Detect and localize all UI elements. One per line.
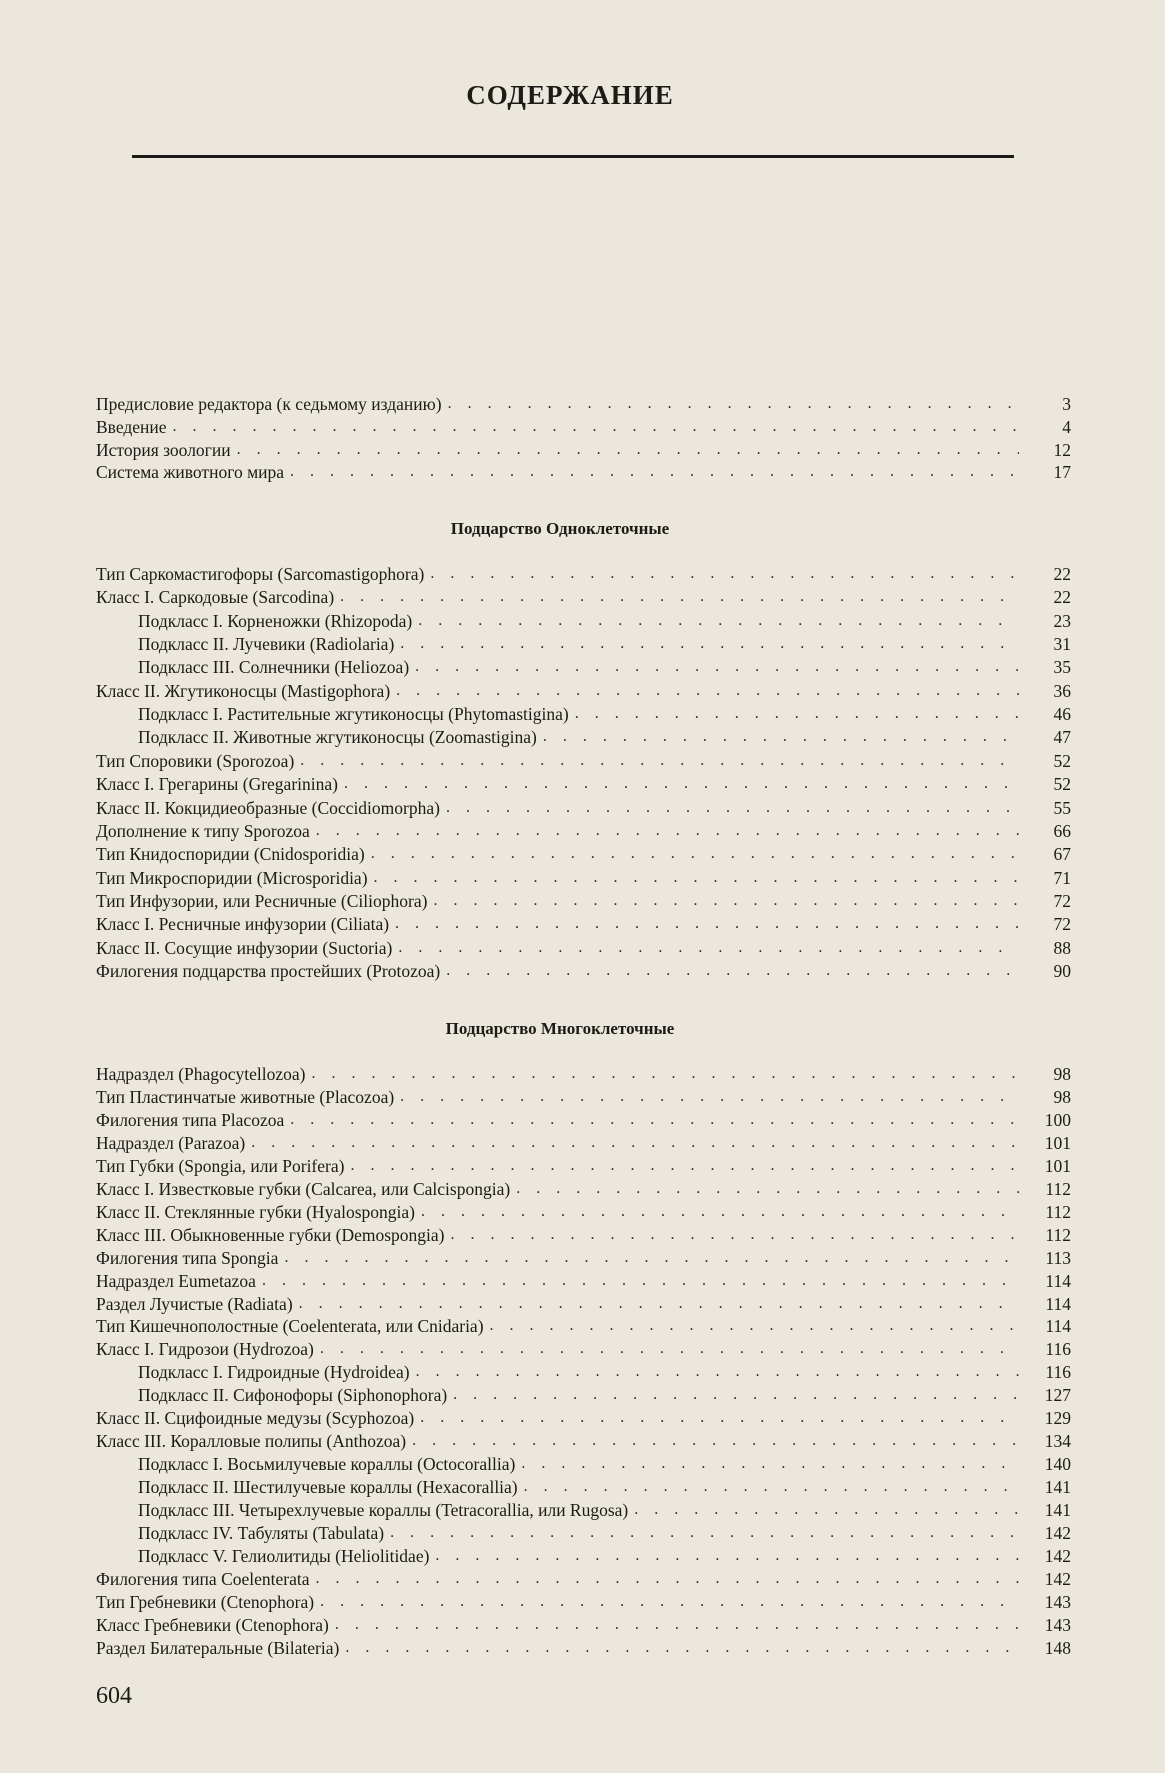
toc-entry [96, 656, 1071, 678]
toc-entry [96, 726, 1071, 748]
toc-entry [96, 890, 1071, 912]
toc-entry [96, 1155, 1071, 1177]
dot-leader [416, 1361, 1019, 1383]
toc-entry-page: 101 [1044, 1132, 1071, 1153]
toc-entry [96, 1453, 1071, 1475]
toc-entry [96, 416, 1071, 438]
toc-entry-page: 67 [1053, 844, 1071, 865]
toc-entry-page: 127 [1044, 1385, 1071, 1406]
toc-entry-page: 72 [1053, 890, 1071, 911]
dot-leader [300, 750, 1019, 772]
toc-entry [96, 703, 1071, 725]
toc-entry-title: Класс II. Жгутиконосцы (Mastigophora) [96, 680, 391, 701]
dot-leader [516, 1178, 1019, 1200]
toc-entry-page: 71 [1053, 867, 1071, 888]
toc-entry-page: 116 [1045, 1362, 1071, 1383]
toc-entry-title: Подкласс IV. Табуляты (Tabulata) [138, 1523, 385, 1543]
toc-entry-page: 116 [1045, 1339, 1071, 1360]
toc-entry [96, 773, 1071, 795]
toc-entry-title: Класс III. Коралловые полипы (Anthozoa) [96, 1431, 407, 1452]
dot-leader [345, 1637, 1019, 1659]
toc-entry-title: Предисловие редактора (к седьмому изданию) [96, 394, 442, 414]
dot-leader [173, 416, 1019, 438]
toc-entry-title: Класс I. Саркодовые (Sarcodina) [96, 587, 335, 608]
dot-leader [320, 1591, 1019, 1613]
toc-entry-page: 141 [1044, 1500, 1071, 1521]
toc-entry-title: Тип Микроспоридии (Microsporidia) [96, 867, 368, 888]
dot-leader [430, 563, 1019, 585]
toc-entry [96, 1293, 1071, 1315]
toc-entry-page: 31 [1053, 634, 1071, 655]
dot-leader [446, 960, 1019, 982]
toc-entry [96, 750, 1071, 772]
dot-leader [395, 913, 1019, 935]
toc-entry-title: Раздел Лучистые (Radiata) [96, 1293, 293, 1314]
section-heading-multicellular: Подцарство Многоклеточные [445, 1019, 675, 1038]
dot-leader [340, 586, 1019, 608]
dot-leader [446, 797, 1019, 819]
dot-leader [418, 610, 1019, 632]
toc-entry-title: Класс II. Стеклянные губки (Hyalospongia) [96, 1201, 415, 1222]
toc-entry-page: 46 [1053, 704, 1071, 725]
dot-leader [350, 1155, 1019, 1177]
toc-entry [96, 1637, 1071, 1659]
dot-leader [415, 656, 1019, 678]
toc-entry-title: Надраздел Eumetazoa [96, 1270, 256, 1291]
toc-entry-title: Тип Гребневики (Ctenophora) [96, 1591, 315, 1612]
toc-entry-title: Филогения подцарства простейших (Protozoa) [96, 960, 441, 981]
toc-entry [96, 937, 1071, 959]
toc-entry-title: Класс I. Гидрозои (Hydrozoa) [96, 1339, 314, 1360]
toc-entry-page: 22 [1053, 587, 1071, 608]
toc-entry-page: 98 [1053, 1086, 1071, 1107]
toc-entry [96, 586, 1071, 608]
dot-leader [390, 1522, 1019, 1544]
toc-entry [96, 633, 1071, 655]
toc-entry [96, 1568, 1071, 1590]
toc-entry [96, 1247, 1071, 1269]
toc-entry-title: Тип Кишечнополостные (Coelenterata, или Cnidaria) [96, 1316, 484, 1337]
toc-entry-title: Подкласс I. Растительные жгутиконосцы (Phytomastigina) [138, 704, 569, 725]
toc-entry-page: 3 [1062, 394, 1071, 414]
toc-entry-page: 142 [1044, 1545, 1071, 1566]
dot-leader [290, 461, 1019, 483]
toc-entry [96, 680, 1071, 702]
dot-leader [290, 1109, 1019, 1131]
title-rule [132, 155, 1014, 158]
toc-entry-title: Подкласс I. Восьмилучевые кораллы (Octocorallia) [138, 1454, 516, 1475]
toc-entry-title: Тип Инфузории, или Ресничные (Ciliophora) [96, 890, 428, 911]
dot-leader [400, 1086, 1019, 1108]
toc-entry [96, 439, 1071, 461]
toc-entry-title: Тип Саркомастигофоры (Sarcomastigophora) [96, 564, 425, 584]
toc-entry-title: Подкласс II. Шестилучевые кораллы (Hexacorallia) [138, 1477, 518, 1498]
dot-leader [634, 1499, 1019, 1521]
toc-entry-title: Тип Споровики (Sporozoa) [96, 750, 295, 771]
toc-entry [96, 1086, 1071, 1108]
toc-entry-title: Тип Губки (Spongia, или Porifera) [96, 1155, 345, 1176]
toc-entry-page: 114 [1045, 1270, 1071, 1291]
dot-leader [320, 1338, 1019, 1360]
toc-entry [96, 1315, 1071, 1337]
toc-entry-page: 100 [1044, 1109, 1071, 1130]
toc-entry-page: 134 [1044, 1431, 1071, 1452]
toc-entry-title: Подкласс II. Сифонофоры (Siphonophora) [138, 1385, 448, 1406]
toc-entry-title: Подкласс II. Животные жгутиконосцы (Zoomastigina) [138, 727, 537, 748]
toc-entry-page: 114 [1045, 1316, 1071, 1337]
dot-leader [374, 867, 1019, 889]
dot-leader [543, 726, 1019, 748]
toc-entry-page: 148 [1044, 1637, 1071, 1658]
dot-leader [262, 1270, 1019, 1292]
toc-entry [96, 1430, 1071, 1452]
toc-entry-title: Филогения типа Placozoa [96, 1109, 285, 1130]
toc-entry-title: Подкласс III. Четырехлучевые кораллы (Tetracorallia, или Rugosa) [138, 1500, 629, 1521]
toc-entry-page: 143 [1044, 1591, 1071, 1612]
toc-entry-page: 98 [1053, 1064, 1071, 1084]
dot-leader [371, 843, 1019, 865]
toc-entry [96, 1407, 1071, 1429]
toc-entry-page: 47 [1053, 727, 1071, 748]
toc-entry [96, 1384, 1071, 1406]
toc-entry-page: 90 [1053, 960, 1071, 981]
toc-entry-title: Подкласс I. Гидроидные (Hydroidea) [138, 1362, 410, 1383]
toc-entry-page: 12 [1053, 439, 1071, 460]
toc-entry-title: Класс I. Грегарины (Gregarinina) [96, 774, 338, 795]
toc-entry [96, 1178, 1071, 1200]
dot-leader [575, 703, 1019, 725]
dot-leader [316, 1568, 1020, 1590]
toc-entry-title: Надраздел (Phagocytellozoa) [96, 1064, 306, 1084]
dot-leader [412, 1430, 1019, 1452]
toc-entry [96, 1224, 1071, 1246]
toc-entry-title: Система животного мира [96, 462, 285, 483]
toc-entry [96, 393, 1071, 415]
toc-entry-title: Тип Книдоспоридии (Cnidosporidia) [96, 844, 365, 865]
dot-leader [396, 680, 1019, 702]
toc-entry-title: Класс II. Кокцидиеобразные (Coccidiomorpha) [96, 797, 440, 818]
dot-leader [420, 1407, 1019, 1429]
toc-entry [96, 1132, 1071, 1154]
toc-entry-title: Дополнение к типу Sporozoa [96, 820, 310, 841]
toc-entry-page: 17 [1053, 462, 1071, 483]
toc-entry-page: 52 [1053, 750, 1071, 771]
toc-entry-title: Подкласс I. Корненожки (Rhizopoda) [138, 610, 413, 631]
dot-leader [398, 937, 1019, 959]
toc-entry [96, 1545, 1071, 1567]
toc-entry [96, 1499, 1071, 1521]
dot-leader [312, 1063, 1019, 1085]
toc-entry [96, 1270, 1071, 1292]
dot-leader [251, 1132, 1019, 1154]
dot-leader [490, 1315, 1019, 1337]
toc-entry [96, 913, 1071, 935]
dot-leader [448, 393, 1019, 415]
toc-entry-title: Класс Гребневики (Ctenophora) [96, 1614, 329, 1635]
toc-entry-title: Класс I. Известковые губки (Calcarea, или Calcispongia) [96, 1178, 511, 1199]
toc-entry-page: 142 [1044, 1523, 1071, 1543]
dot-leader [284, 1247, 1019, 1269]
toc-entry [96, 1522, 1071, 1544]
toc-entry-page: 112 [1045, 1224, 1071, 1245]
toc-entry [96, 960, 1071, 982]
toc-entry-title: Класс III. Обыкновенные губки (Demospongia) [96, 1224, 445, 1245]
toc-entry-page: 142 [1044, 1568, 1071, 1589]
toc-entry-page: 112 [1045, 1201, 1071, 1222]
toc-entry-page: 101 [1044, 1155, 1071, 1176]
toc-entry [96, 1109, 1071, 1131]
toc-entry-page: 36 [1053, 680, 1071, 701]
toc-entry [96, 797, 1071, 819]
dot-leader [400, 633, 1019, 655]
dot-leader [524, 1476, 1019, 1498]
toc-entry [96, 1361, 1071, 1383]
dot-leader [451, 1224, 1020, 1246]
toc-entry [96, 461, 1071, 483]
toc-entry-page: 141 [1044, 1477, 1071, 1498]
toc-entry-title: Филогения типа Coelenterata [96, 1568, 310, 1589]
toc-entry-page: 114 [1045, 1293, 1071, 1314]
toc-entry [96, 1614, 1071, 1636]
toc-entry-title: Тип Пластинчатые животные (Placozoa) [96, 1086, 395, 1107]
dot-leader [435, 1545, 1019, 1567]
page-title: СОДЕРЖАНИЕ [466, 80, 674, 110]
toc-entry [96, 610, 1071, 632]
page-number: 604 [96, 1683, 132, 1709]
toc-entry [96, 1476, 1071, 1498]
toc-entry [96, 820, 1071, 842]
toc-entry-title: Филогения типа Spongia [96, 1247, 279, 1268]
toc-entry-page: 4 [1062, 416, 1071, 437]
toc-entry-page: 55 [1053, 797, 1071, 818]
toc-entry-title: Класс II. Сосущие инфузории (Suctoria) [96, 937, 393, 958]
toc-entry-title: Подкласс II. Лучевики (Radiolaria) [138, 634, 395, 655]
toc-entry-page: 112 [1045, 1178, 1071, 1199]
dot-leader [521, 1453, 1019, 1475]
toc-entry-title: Введение [96, 416, 167, 437]
dot-leader [433, 890, 1019, 912]
toc-entry-title: Раздел Билатеральные (Bilateria) [96, 1637, 340, 1658]
toc-entry-page: 35 [1053, 657, 1071, 678]
dot-leader [237, 439, 1019, 461]
section-heading-unicellular: Подцарство Одноклеточные [450, 519, 670, 538]
dot-leader [335, 1614, 1019, 1636]
dot-leader [316, 820, 1019, 842]
toc-entry [96, 1591, 1071, 1613]
dot-leader [299, 1293, 1019, 1315]
dot-leader [453, 1384, 1019, 1406]
toc-entry [96, 1201, 1071, 1223]
toc-entry [96, 1338, 1071, 1360]
dot-leader [421, 1201, 1019, 1223]
toc-entry-title: Подкласс V. Гелиолитиды (Heliolitidae) [138, 1545, 430, 1566]
toc-entry-title: Класс II. Сцифоидные медузы (Scyphozoa) [96, 1408, 415, 1429]
toc-entry-title: История зоологии [96, 439, 231, 460]
toc-entry-page: 143 [1044, 1614, 1071, 1635]
toc-entry-title: Подкласс III. Солнечники (Heliozoa) [138, 657, 410, 678]
toc-entry [96, 867, 1071, 889]
toc-entry-page: 140 [1044, 1454, 1071, 1475]
toc-entry-page: 113 [1045, 1247, 1071, 1268]
toc-entry-title: Надраздел (Parazoa) [96, 1132, 246, 1153]
toc-entry-page: 22 [1053, 564, 1071, 584]
toc-entry-title: Класс I. Ресничные инфузории (Ciliata) [96, 914, 390, 935]
toc-entry [96, 843, 1071, 865]
toc-entry [96, 563, 1071, 585]
toc-entry-page: 88 [1053, 937, 1071, 958]
toc-entry-page: 129 [1044, 1408, 1071, 1429]
dot-leader [344, 773, 1019, 795]
toc-entry-page: 72 [1053, 914, 1071, 935]
toc-entry-page: 23 [1053, 610, 1071, 631]
toc-entry-page: 52 [1053, 774, 1071, 795]
toc-entry-page: 66 [1053, 820, 1071, 841]
toc-entry [96, 1063, 1071, 1085]
